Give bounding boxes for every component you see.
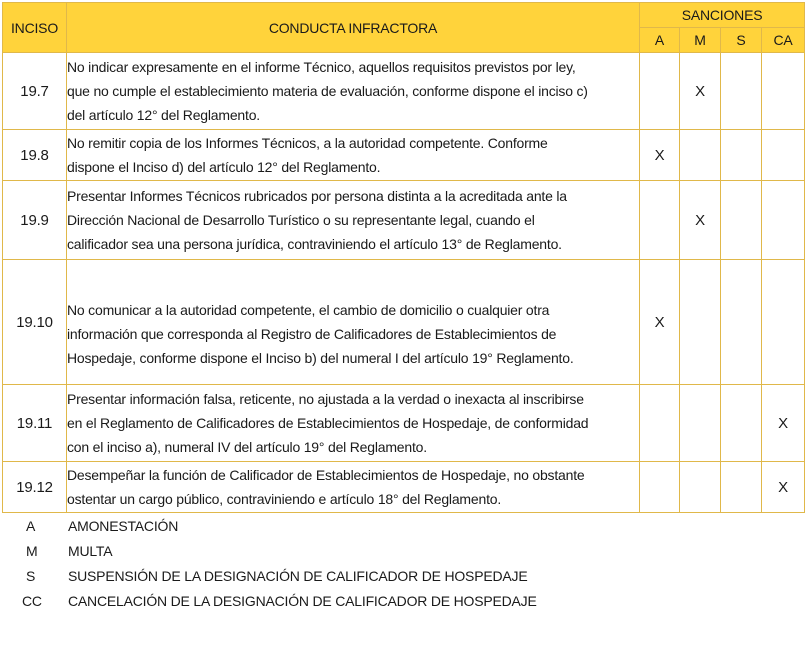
conducta-line: en el Reglamento de Calificadores de Establecimientos de Hospedaje, de conformidad [67,415,589,431]
conducta-line: No remitir copia de los Informes Técnicos, a la autoridad competente. Conforme [67,135,548,151]
row-inciso: 19.7 [3,53,67,130]
conducta-line: No comunicar a la autoridad competente, el cambio de domicilio o cualquier otra [67,302,550,318]
header-sub-m: M [680,28,721,53]
header-sub-s: S [721,28,762,53]
legend-description: CANCELACIÓN DE LA DESIGNACIÓN DE CALIFICADOR DE HOSPEDAJE [68,593,537,609]
mark-s [721,130,762,181]
legend-item [22,564,537,589]
row-inciso: 19.9 [3,181,67,260]
mark-m: X [680,53,721,130]
mark-a [640,385,680,462]
legend-description: MULTA [68,543,113,559]
table-row [3,385,805,462]
mark-ca: X [762,385,805,462]
header-conducta: CONDUCTA INFRACTORA [67,3,640,53]
row-conducta [67,260,640,385]
legend-description: SUSPENSIÓN DE LA DESIGNACIÓN DE CALIFICADOR DE HOSPEDAJE [68,568,528,584]
sanctions-table [2,2,805,513]
mark-a: X [640,130,680,181]
row-conducta [67,181,640,260]
legend-code: M [26,543,38,559]
mark-a [640,53,680,130]
legend-code: S [26,568,36,584]
table-row [3,462,805,513]
table-row [3,53,805,130]
mark-m [680,385,721,462]
conducta-line: Desempeñar la función de Calificador de Establecimientos de Hospedaje, no obstante [67,467,585,483]
mark-ca: X [762,462,805,513]
mark-m: X [680,181,721,260]
mark-a: X [640,260,680,385]
conducta-line: ostentar un cargo público, contraviniendo e artículo 18° del Reglamento. [67,491,502,507]
row-conducta [67,130,640,181]
mark-ca [762,181,805,260]
header-sub-a: A [640,28,680,53]
conducta-line: No indicar expresamente en el informe Técnico, aquellos requisitos previstos por ley, [67,59,576,75]
row-conducta [67,53,640,130]
row-inciso: 19.10 [3,260,67,385]
conducta-line: del artículo 12° del Reglamento. [67,107,260,123]
mark-m [680,130,721,181]
mark-m [680,462,721,513]
mark-s [721,385,762,462]
conducta-line: Hospedaje, conforme dispone el Inciso b) del numeral I del artículo 19° Reglamento. [67,350,574,366]
conducta-line: dispone el Inciso d) del artículo 12° del Reglamento. [67,159,381,175]
mark-ca [762,53,805,130]
conducta-line: información que corresponda al Registro de Calificadores de Establecimientos de [67,326,557,342]
mark-s [721,181,762,260]
legend-description: AMONESTACIÓN [68,518,179,534]
legend-code: A [26,518,36,534]
mark-s [721,462,762,513]
row-conducta [67,462,640,513]
row-inciso: 19.8 [3,130,67,181]
row-conducta [67,385,640,462]
header-inciso: INCISO [3,3,67,53]
legend [22,514,537,614]
conducta-line: Presentar información falsa, reticente, no ajustada a la verdad o inexacta al inscribirse [67,391,584,407]
table-row [3,181,805,260]
row-inciso: 19.11 [3,385,67,462]
legend-item [22,539,537,564]
header-sub-ca: CA [762,28,805,53]
mark-a [640,462,680,513]
legend-item [22,589,537,614]
conducta-line: que no cumple el establecimiento materia de evaluación, conforme dispone el inciso c) [67,83,588,99]
mark-a [640,181,680,260]
legend-item [22,514,537,539]
mark-m [680,260,721,385]
legend-code: CC [22,593,42,609]
header-sanciones: SANCIONES [640,3,805,28]
conducta-line: con el inciso a), numeral IV del artículo 19° del Reglamento. [67,439,427,455]
table-row [3,130,805,181]
table-row [3,260,805,385]
conducta-line: Presentar Informes Técnicos rubricados por persona distinta a la acreditada ante la [67,188,567,204]
mark-ca [762,260,805,385]
conducta-line: Dirección Nacional de Desarrollo Turístico o su representante legal, cuando el [67,212,535,228]
mark-s [721,260,762,385]
mark-s [721,53,762,130]
row-inciso: 19.12 [3,462,67,513]
mark-ca [762,130,805,181]
conducta-line: calificador sea una persona jurídica, contraviniendo el artículo 13° de Reglamento. [67,236,562,252]
